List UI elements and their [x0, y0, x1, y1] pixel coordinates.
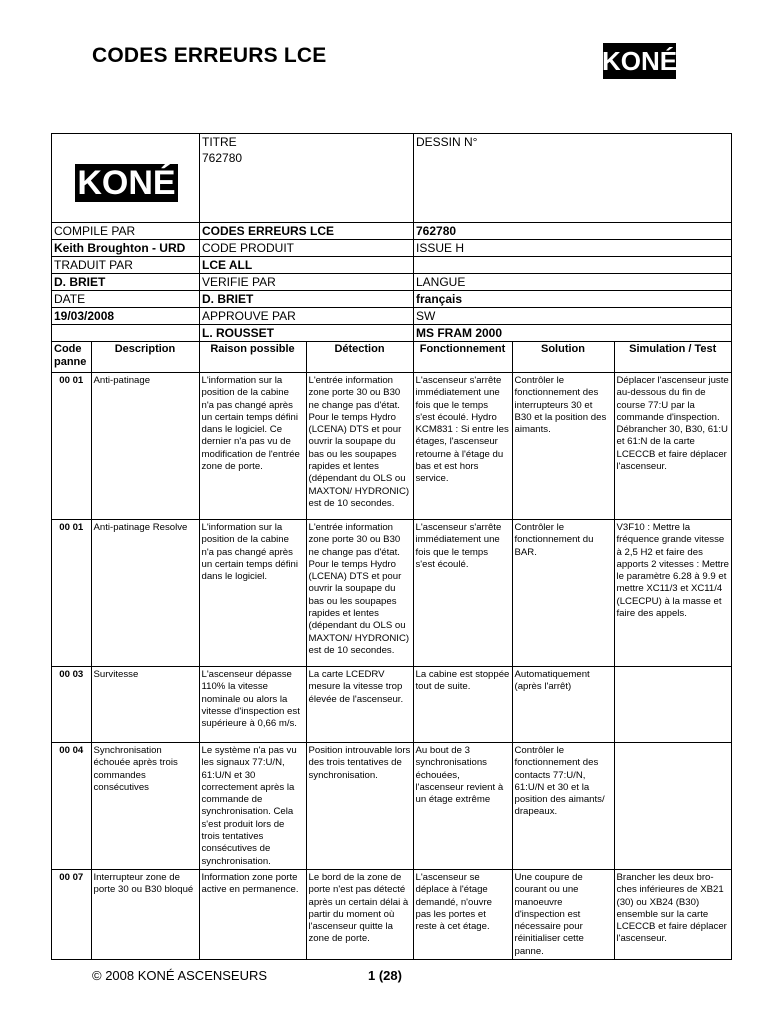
description-cell: Survitesse — [91, 667, 199, 743]
info-cell: DATE — [52, 291, 200, 308]
detection-cell: Le bord de la zone de porte n'est pas détecté après un certain délai à partir du moment où l'ascenseur quitte la zone de porte. — [306, 869, 413, 959]
info-cell: COMPILE PAR — [52, 223, 200, 240]
raison-cell: L'ascenseur dépasse 110% la vitesse nominale ou alors la vitesse d'inspection est supérieure à 0,66 m/s. — [199, 667, 306, 743]
info-cell: L. ROUSSET — [200, 325, 414, 342]
description-cell: Anti-patinage Resolve — [91, 520, 199, 667]
table-row — [52, 520, 731, 667]
fonctionnement-cell: L'ascenseur s'arrête immédiatement une fois que le temps s'est écoulé. Hydro KCM831 : Si entre les étages, l'ascenseur retourne à l'étage du bas et est hors service. — [413, 373, 512, 520]
code-cell: 00 07 — [52, 869, 91, 959]
table-row — [52, 869, 731, 959]
dessin-cell — [414, 134, 732, 223]
detection-cell: La carte LCEDRV mesure la vitesse trop élevée de l'ascenseur. — [306, 667, 413, 743]
table-header-row — [52, 342, 731, 373]
titre-label: TITRE — [202, 135, 237, 149]
column-header: Fonctionnement — [413, 342, 512, 373]
code-cell: 00 03 — [52, 667, 91, 743]
column-header: Détection — [306, 342, 413, 373]
info-cell: 19/03/2008 — [52, 308, 200, 325]
solution-cell: Automatiquement (après l'arrêt) — [512, 667, 614, 743]
fonctionnement-cell: La cabine est stoppée tout de suite. — [413, 667, 512, 743]
info-cell: 762780 — [414, 223, 732, 240]
info-cell: LCE ALL — [200, 257, 414, 274]
error-codes-table — [52, 342, 731, 959]
page-title: CODES ERREURS LCE — [92, 44, 327, 67]
description-cell: Anti-patinage — [91, 373, 199, 520]
fonctionnement-cell: L'ascenseur se déplace à l'étage demandé, n'ouvre pas les portes et reste à cet étage. — [413, 869, 512, 959]
table-row — [52, 667, 731, 743]
titre-value: 762780 — [202, 151, 243, 165]
table-row — [52, 743, 731, 870]
titre-cell — [200, 134, 414, 223]
simulation-cell — [614, 667, 731, 743]
fonctionnement-cell: Au bout de 3 synchronisations échouées, l'ascenseur revient à un étage extrême — [413, 743, 512, 870]
info-cell: français — [414, 291, 732, 308]
raison-cell: Le système n'a pas vu les signaux 77:U/N, 61:U/N et 30 correctement après la commande de synchronisation. Cela s'est produit lors de trois tentatives consécutives de synchronisation. — [199, 743, 306, 870]
info-cell: MS FRAM 2000 — [414, 325, 732, 342]
description-cell: Interrupteur zone de porte 30 ou B30 bloqué — [91, 869, 199, 959]
info-cell — [52, 325, 200, 342]
simulation-cell: Déplacer l'ascenseur juste au-dessous du fin de course 77:U par la commande d'inspection. Débrancher 30, B30, 61:U et 61:N de la carte LCECCB et faire déplacer l'ascenseur. — [614, 373, 731, 520]
column-header: Code panne — [52, 342, 91, 373]
info-cell: ISSUE H — [414, 240, 732, 257]
simulation-cell — [614, 743, 731, 870]
solution-cell: Contrôler le fonctionnement des contacts 77:U/N, 61:U/N et 30 et la position des aimants/ drapeaux. — [512, 743, 614, 870]
simulation-cell: V3F10 : Mettre la fréquence grande vitesse à 2,5 H2 et faire des apports 2 vitesses : Mettre le paramètre 6.28 à 9.9 et mettre XC11/3 et XC11/4 (LCECPU) à la masse et faire des appels. — [614, 520, 731, 667]
footer-page-number: 1 (28) — [368, 968, 402, 983]
fonctionnement-cell: L'ascenseur s'arrête immédiatement une fois que le temps s'est écoulé. — [413, 520, 512, 667]
column-header: Simulation / Test — [614, 342, 731, 373]
info-cell: Keith Broughton - URD — [52, 240, 200, 257]
raison-cell: L'information sur la position de la cabine n'a pas changé après un certain temps défini dans le logiciel. — [199, 520, 306, 667]
raison-cell: L'information sur la position de la cabine n'a pas changé après un certain temps défini dans le logiciel. Ce dernier n'a pas vu de modification de l'entrée zone de porte. — [199, 373, 306, 520]
detection-cell: L'entrée information zone porte 30 ou B30 ne change pas d'état. Pour le temps Hydro (LCENA) DTS et pour ouvrir la soupape du bas ou les soupapes rapides et lentes (dépendant du OLS ou MAXTON/ HYDRONIC) est de 10 secondes. — [306, 373, 413, 520]
code-cell: 00 01 — [52, 520, 91, 667]
column-header: Raison possible — [199, 342, 306, 373]
column-header: Description — [91, 342, 199, 373]
detection-cell: L'entrée information zone porte 30 ou B30 ne change pas d'état. Pour le temps Hydro (LCENA) DTS et pour ouvrir la soupape du bas ou les soupapes rapides et lentes (dépendant du OLS ou MAXTON/ HYDRONIC) est de 10 secondes. — [306, 520, 413, 667]
code-cell: 00 04 — [52, 743, 91, 870]
document-frame — [51, 133, 732, 960]
solution-cell: Une coupure de courant ou une manoeuvre d'inspection est nécessaire pour réinitialiser cette panne. — [512, 869, 614, 959]
detection-cell: Position introuvable lors des trois tentatives de synchronisation. — [306, 743, 413, 870]
logo-text: KONÉ — [77, 163, 176, 202]
kone-logo — [603, 43, 676, 79]
raison-cell: Information zone porte active en permanence. — [199, 869, 306, 959]
info-cell: SW — [414, 308, 732, 325]
info-cell — [414, 257, 732, 274]
info-cell: D. BRIET — [200, 291, 414, 308]
code-cell: 00 01 — [52, 373, 91, 520]
info-cell: TRADUIT PAR — [52, 257, 200, 274]
kone-logo-large — [75, 164, 178, 202]
info-cell-text: CODE PRODUIT — [202, 241, 295, 255]
info-cell — [200, 240, 414, 257]
info-cell: CODES ERREURS LCE — [200, 223, 414, 240]
logo-text: KONÉ — [601, 45, 678, 76]
solution-cell: Contrôler le fonctionnement du BAR. — [512, 520, 614, 667]
info-cell: APPROUVE PAR — [200, 308, 414, 325]
description-cell: Synchronisation échouée après trois commandes consécutives — [91, 743, 199, 870]
column-header: Solution — [512, 342, 614, 373]
info-cell: D. BRIET — [52, 274, 200, 291]
table-row — [52, 373, 731, 520]
solution-cell: Contrôler le fonctionnement des interrupteurs 30 et B30 et la position des aimants. — [512, 373, 614, 520]
dessin-label: DESSIN N° — [416, 135, 478, 149]
footer-copyright: © 2008 KONÉ ASCENSEURS — [92, 968, 268, 983]
info-cell: LANGUE — [414, 274, 732, 291]
simulation-cell: Brancher les deux bro-ches inférieures de XB21 (30) ou XB24 (B30) ensemble sur la carte LCECCB et faire déplacer l'ascenseur. — [616, 871, 727, 945]
info-cell: VERIFIE PAR — [200, 274, 414, 291]
